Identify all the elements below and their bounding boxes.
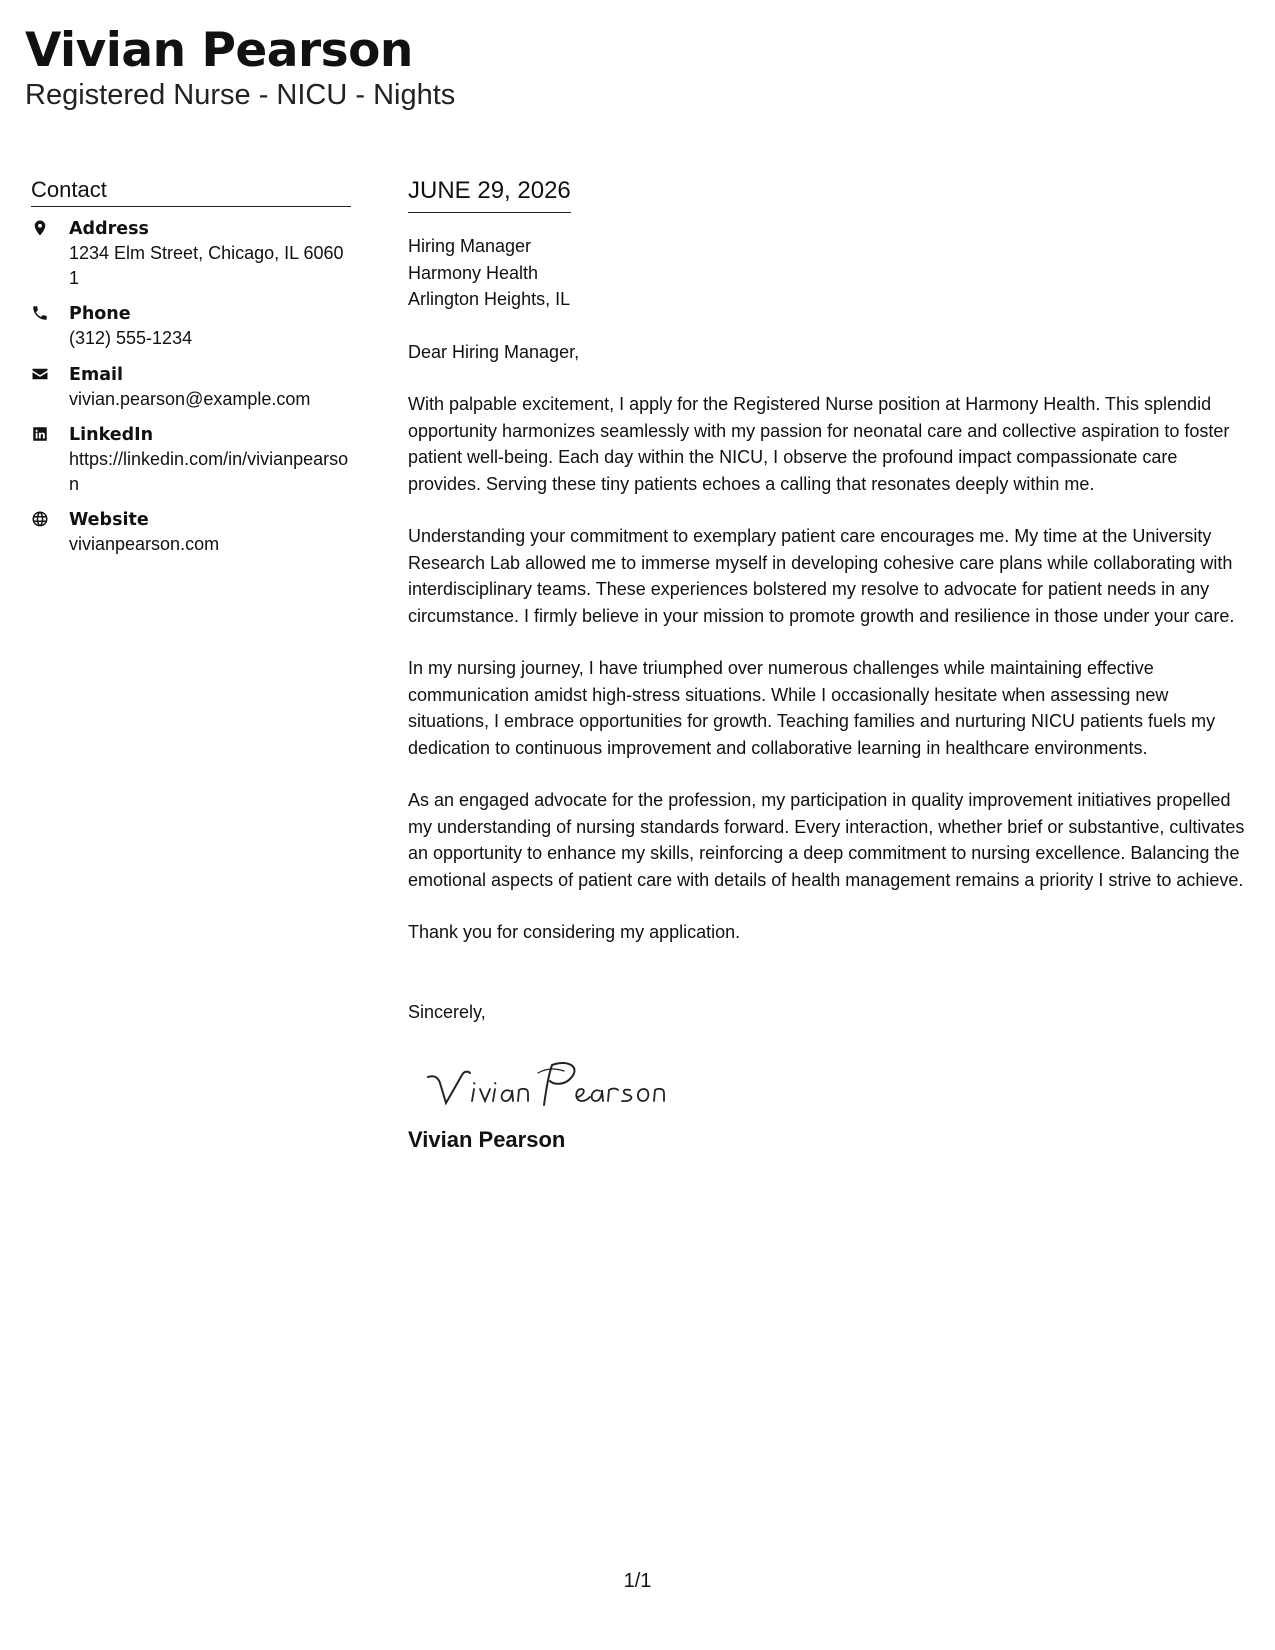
body-paragraph: As an engaged advocate for the profession, my participation in quality improvement initiatives propelled my understanding of nursing standards forward. Every interaction, whether brief or substantive, cultivates an opportunity to enhance my skills, reinforcing a deep commitment to nursing excellence. Balancing the emotional aspects of patient care with details of health management remains a priority I strive to achieve. — [408, 790, 1245, 890]
contact-item-email — [31, 363, 351, 412]
closing: Sincerely, — [408, 1001, 486, 1022]
phone-icon — [31, 302, 69, 324]
contact-label: LinkedIn — [69, 425, 154, 445]
body-paragraph: Understanding your commitment to exemplary patient care encourages me. My time at the University Research Lab allowed me to immerse myself in developing cohesive care plans while collaborating with interdisciplinary teams. These experiences bolstered my resolve to advocate for patient needs in any circumstance. I firmly believe in your mission to promote growth and resilience in those under your care. — [408, 526, 1235, 626]
linkedin-icon — [31, 423, 69, 445]
map-pin-icon — [31, 217, 69, 239]
letter-body — [408, 176, 1253, 1154]
contact-item-address — [31, 217, 351, 290]
applicant-job-title: Registered Nurse - NICU - Nights — [25, 79, 456, 111]
address-value: 1234 Elm Street, Chicago, IL 60601 — [69, 243, 344, 288]
body-paragraph: With palpable excitement, I apply for the Registered Nurse position at Harmony Health. This splendid opportunity harmonizes seamlessly with my passion for neonatal care and collective aspiration to foster patient well-being. Each day within the NICU, I observe the profound impact compassionate care provides. Serving these tiny patients echoes a calling that resonates deeply within me. — [408, 394, 1230, 494]
page-number: 1/1 — [623, 1570, 652, 1592]
letter-header — [25, 22, 455, 112]
website-value[interactable]: vivianpearson.com — [69, 534, 220, 554]
body-paragraph: Thank you for considering my application. — [408, 922, 741, 942]
linkedin-value[interactable]: https://linkedin.com/in/vivianpearson — [69, 449, 349, 494]
contact-label: Email — [69, 364, 123, 385]
contact-heading: Contact — [31, 176, 351, 207]
contact-item-website — [31, 508, 351, 557]
handwritten-signature — [418, 1055, 678, 1115]
contact-item-phone — [31, 302, 351, 351]
applicant-name: Vivian Pearson — [25, 23, 413, 78]
letter-date: JUNE 29, 2026 — [408, 176, 571, 213]
contact-label: Phone — [69, 304, 131, 324]
contact-label: Website — [69, 510, 149, 530]
email-value[interactable]: vivian.pearson@example.com — [69, 388, 311, 409]
contact-label: Address — [69, 219, 149, 239]
contact-item-linkedin — [31, 423, 351, 496]
contact-sidebar — [31, 176, 351, 569]
phone-value[interactable]: (312) 555-1234 — [69, 328, 193, 348]
recipient-line: Hiring Manager — [408, 236, 532, 256]
signed-name: Vivian Pearson — [408, 1127, 566, 1152]
salutation: Dear Hiring Manager, — [408, 341, 580, 362]
envelope-icon — [31, 363, 69, 385]
contact-list — [31, 217, 351, 557]
recipient-block — [408, 233, 1253, 313]
recipient-line: Harmony Health — [408, 262, 539, 283]
body-paragraph: In my nursing journey, I have triumphed over numerous challenges while maintaining effective communication amidst high-stress situations. While I occasionally hesitate when assessing new situations, I embrace opportunities for growth. Teaching families and nurturing NICU patients fuels my dedication to continuous improvement and collaborative learning in healthcare environments. — [408, 658, 1216, 758]
globe-icon — [31, 508, 69, 530]
recipient-line: Arlington Heights, IL — [408, 289, 571, 309]
